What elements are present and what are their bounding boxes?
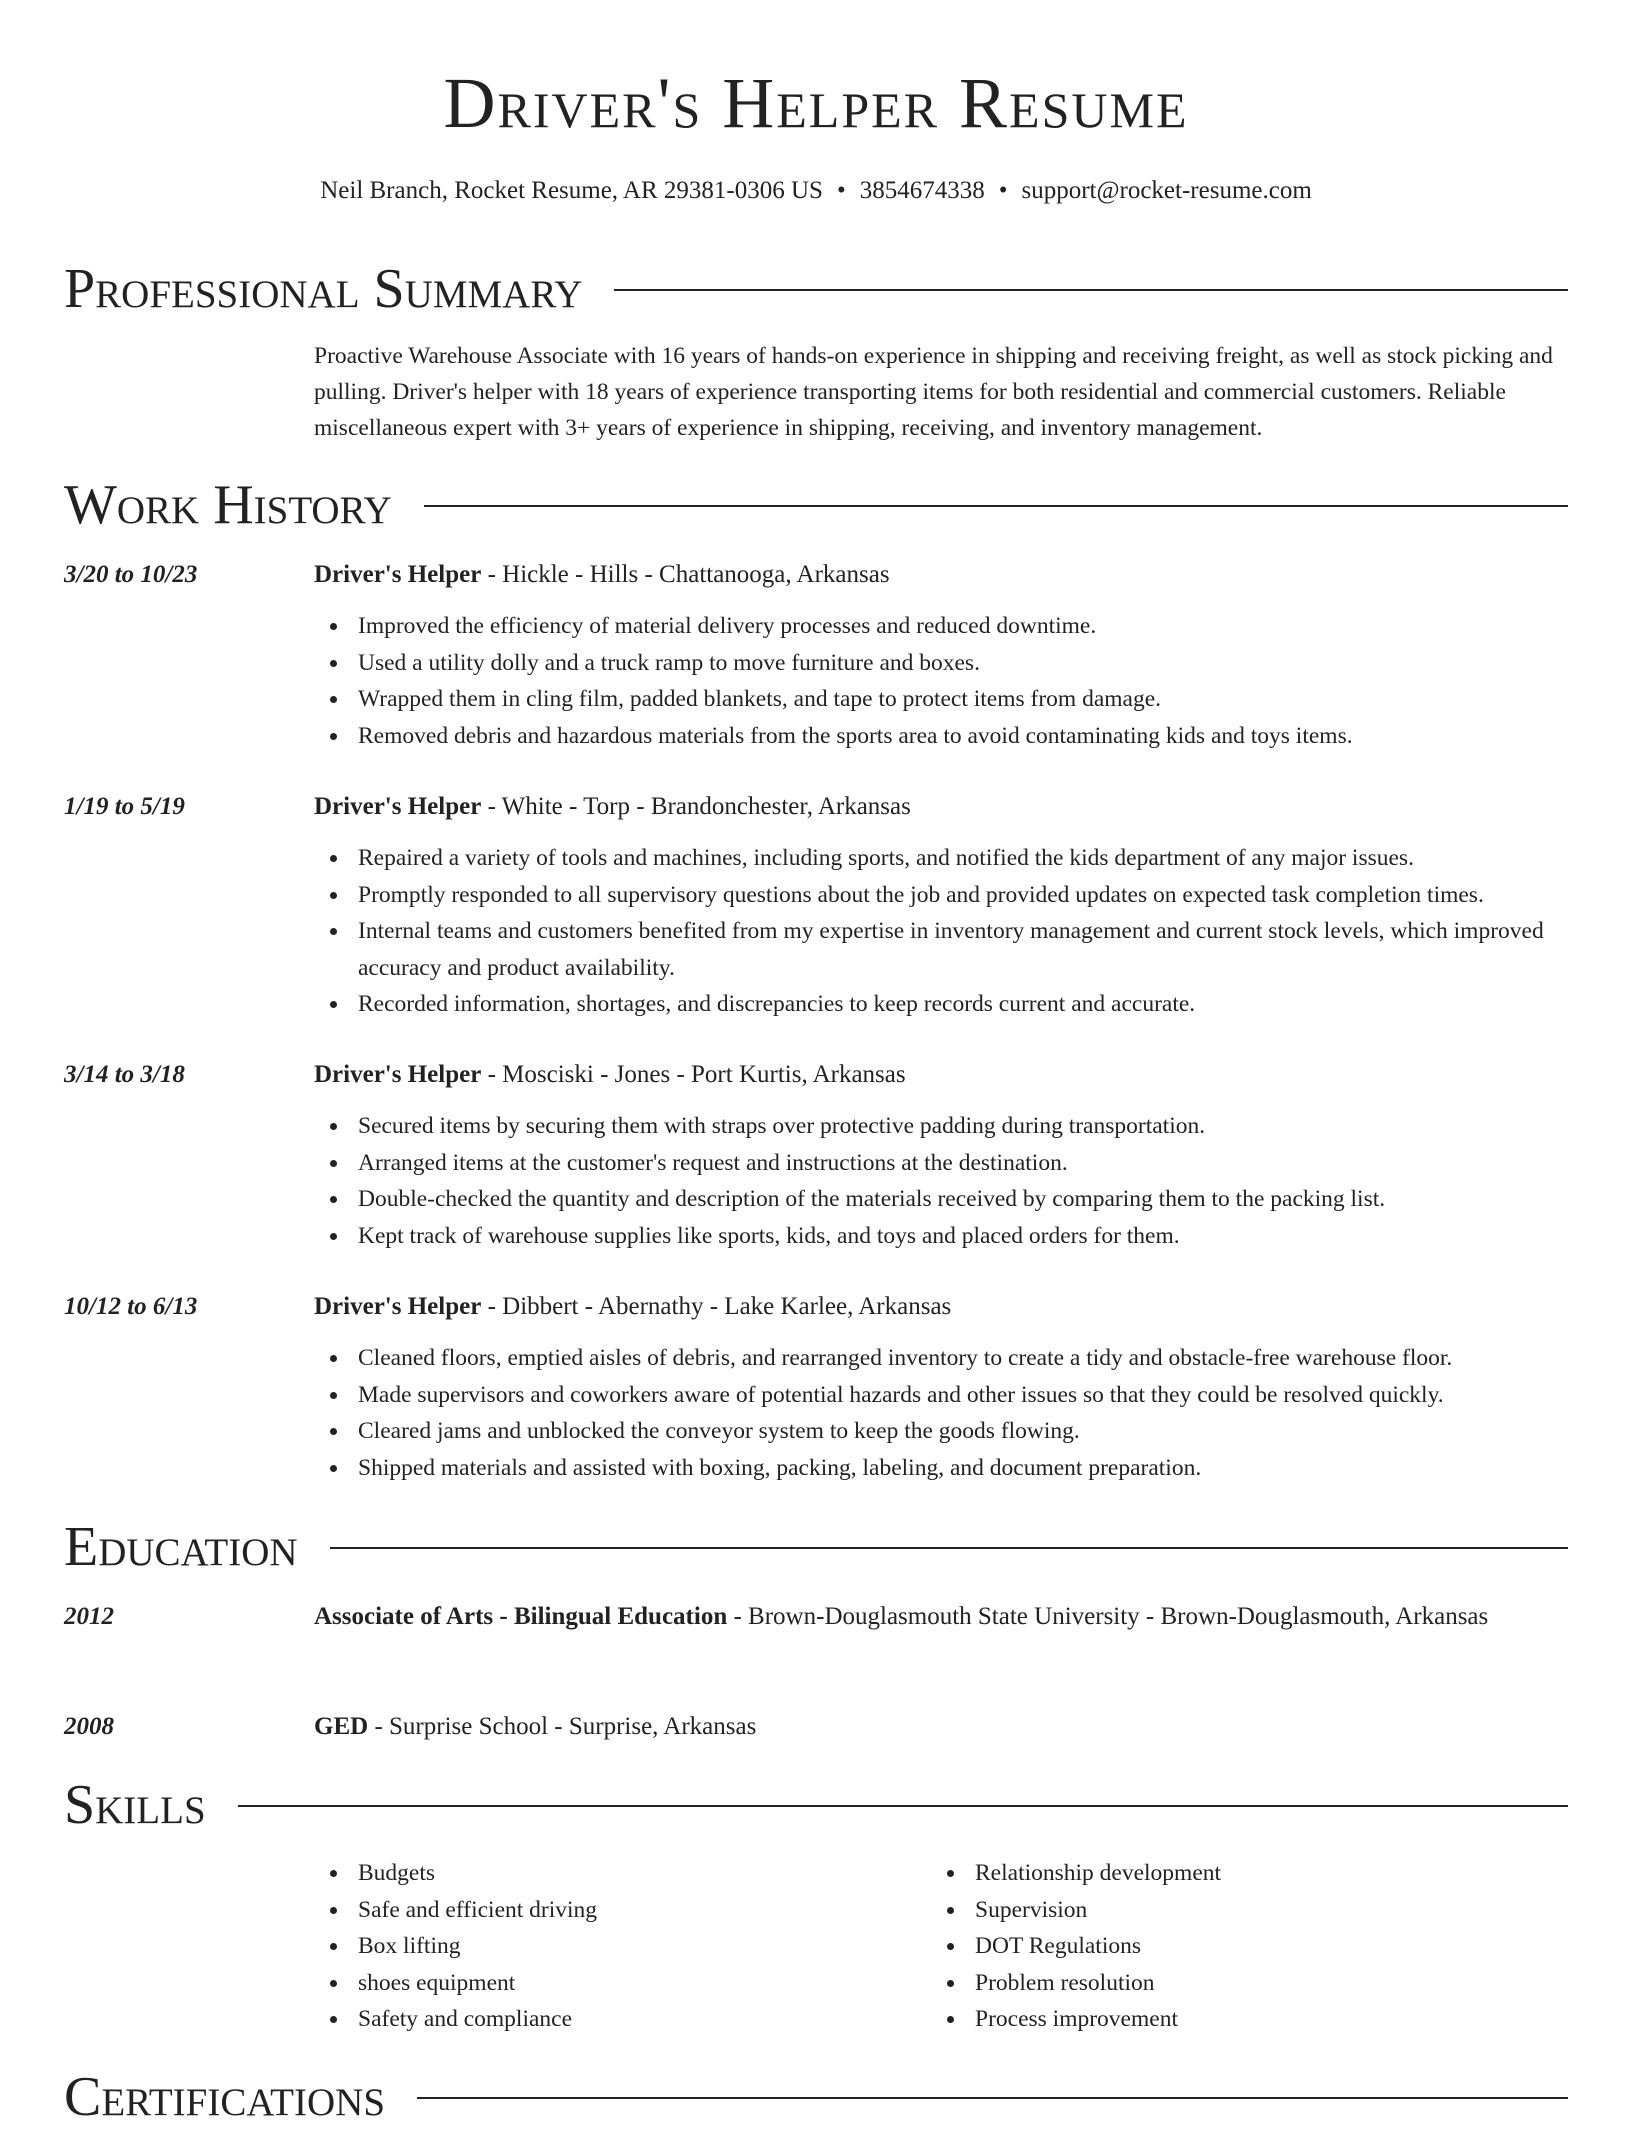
employer: - Dibbert - Abernathy - Lake Karlee, Arkansas [481, 1293, 952, 1320]
skill-item: shoes equipment [358, 1965, 918, 2002]
skill-item: Process improvement [975, 2001, 1535, 2038]
list-item: Repaired a variety of tools and machines, including sports, and notified the kids department of any major issues. [358, 840, 1612, 877]
section-divider [424, 505, 1568, 507]
degree: Associate of Arts - Bilingual Education [314, 1603, 728, 1630]
work-dates: 1/19 to 5/19 [64, 793, 185, 820]
skill-item: DOT Regulations [975, 1928, 1535, 1965]
work-dates: 3/14 to 3/18 [64, 1061, 185, 1088]
skill-item: Problem resolution [975, 1965, 1535, 2002]
job-title: Driver's Helper [314, 1293, 482, 1320]
list-item: Used a utility dolly and a truck ramp to move furniture and boxes. [358, 645, 1612, 682]
section-heading-work-history [64, 470, 1568, 540]
section-title: Skills [64, 1774, 206, 1836]
section-title: Education [64, 1516, 298, 1578]
skill-item: Safety and compliance [358, 2001, 918, 2038]
list-item: Double-checked the quantity and description of the materials received by comparing them to the packing list. [358, 1181, 1612, 1218]
job-title: Driver's Helper [314, 793, 482, 820]
section-heading-education [64, 1512, 1568, 1582]
school: - Surprise School - Surprise, Arkansas [368, 1713, 757, 1740]
job-title: Driver's Helper [314, 561, 482, 588]
work-dates: 10/12 to 6/13 [64, 1293, 198, 1320]
list-item: Improved the efficiency of material delivery processes and reduced downtime. [358, 608, 1612, 645]
section-title: Certifications [64, 2066, 386, 2128]
contact-phone: 3854674338 [859, 177, 985, 204]
section-heading-skills [64, 1770, 1568, 1840]
section-heading-certifications [64, 2062, 1568, 2132]
work-bullets [314, 1108, 1612, 1254]
list-item: Kept track of warehouse supplies like sports, kids, and toys and placed orders for them. [358, 1218, 1612, 1255]
skill-item: Relationship development [975, 1855, 1535, 1892]
list-item: Cleaned floors, emptied aisles of debris, and rearranged inventory to create a tidy and obstacle-free warehouse floor. [358, 1340, 1612, 1377]
skill-item: Safe and efficient driving [358, 1892, 918, 1929]
list-item: Removed debris and hazardous materials from the sports area to avoid contaminating kids and toys items. [358, 718, 1612, 755]
contact-separator: • [998, 177, 1008, 204]
work-bullets [314, 1340, 1612, 1486]
work-bullets [314, 608, 1612, 754]
work-heading [314, 1056, 1568, 1094]
employer: - Hickle - Hills - Chattanooga, Arkansas [481, 561, 890, 588]
list-item: Cleared jams and unblocked the conveyor system to keep the goods flowing. [358, 1413, 1612, 1450]
skills-list-left [358, 1855, 918, 2038]
section-divider [614, 289, 1568, 291]
employer: - Mosciski - Jones - Port Kurtis, Arkansas [481, 1061, 906, 1088]
section-heading-summary [64, 254, 1568, 324]
skill-item: Supervision [975, 1892, 1535, 1929]
contact-separator: • [836, 177, 846, 204]
section-divider [330, 1547, 1568, 1549]
section-divider [417, 2097, 1568, 2099]
section-divider [238, 1805, 1568, 1807]
contact-line [0, 174, 1632, 208]
summary-paragraph: Proactive Warehouse Associate with 16 years of hands-on experience in shipping and receiving freight, as well as stock picking and pulling. Driver's helper with 18 years of experience transporting items for both residential and commercial customers. Reliable miscellaneous expert with 3+ years of experience in shipping, receiving, and inventory management. [314, 343, 1553, 441]
list-item: Promptly responded to all supervisory questions about the job and provided updates on expected task completion times. [358, 877, 1612, 914]
employer: - White - Torp - Brandonchester, Arkansas [481, 793, 911, 820]
list-item: Internal teams and customers benefited from my expertise in inventory management and current stock levels, which improved accuracy and product availability. [358, 913, 1612, 986]
work-bullets [314, 840, 1612, 1023]
degree: GED [314, 1713, 369, 1740]
section-title: Work History [64, 474, 392, 536]
list-item: Shipped materials and assisted with boxing, packing, labeling, and document preparation. [358, 1450, 1612, 1487]
list-item: Arranged items at the customer's request and instructions at the destination. [358, 1145, 1612, 1182]
education-heading [314, 1598, 1568, 1636]
resume-title: Driver's Helper Resume [443, 63, 1189, 143]
list-item: Made supervisors and coworkers aware of potential hazards and other issues so that they could be resolved quickly. [358, 1377, 1612, 1414]
skill-item: Box lifting [358, 1928, 918, 1965]
education-year: 2012 [64, 1603, 114, 1630]
section-title: Professional Summary [64, 258, 583, 320]
work-heading [314, 788, 1568, 826]
list-item: Secured items by securing them with straps over protective padding during transportation. [358, 1108, 1612, 1145]
list-item: Recorded information, shortages, and discrepancies to keep records current and accurate. [358, 986, 1612, 1023]
education-heading [314, 1708, 1568, 1746]
list-item: Wrapped them in cling film, padded blankets, and tape to protect items from damage. [358, 681, 1612, 718]
school: - Brown-Douglasmouth State University - Brown-Douglasmouth, Arkansas [727, 1603, 1489, 1630]
work-heading [314, 1288, 1568, 1326]
education-year: 2008 [64, 1713, 114, 1740]
work-heading [314, 556, 1568, 594]
contact-email: support@rocket-resume.com [1021, 177, 1312, 204]
skills-list-right [975, 1855, 1535, 2038]
job-title: Driver's Helper [314, 1061, 482, 1088]
skill-item: Budgets [358, 1855, 918, 1892]
contact-address: Neil Branch, Rocket Resume, AR 29381-0306 US [320, 177, 823, 204]
work-dates: 3/20 to 10/23 [64, 561, 198, 588]
